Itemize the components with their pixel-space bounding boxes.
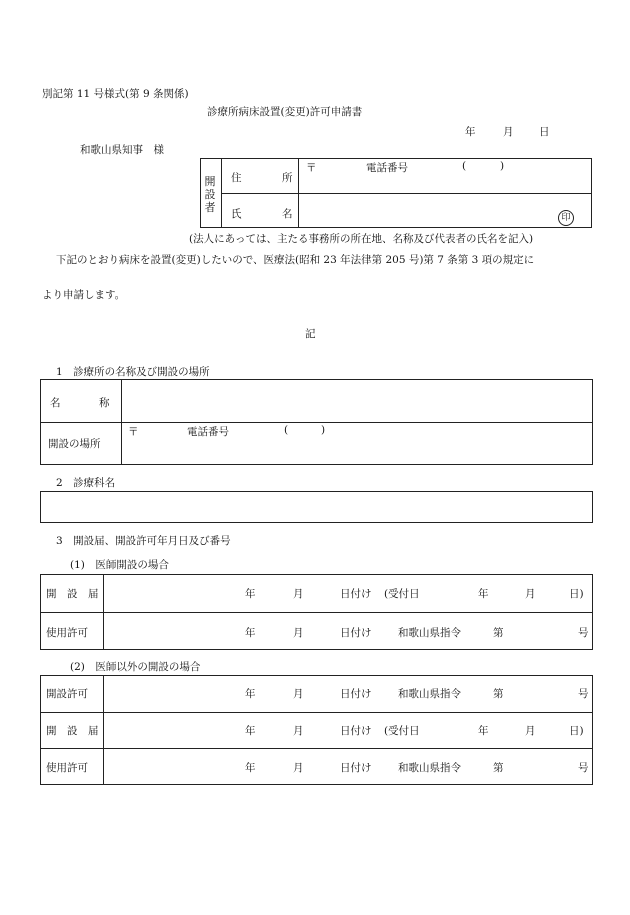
- address-label-1: 住: [231, 172, 242, 184]
- row-input[interactable]: [110, 680, 235, 704]
- row-month: 月: [293, 725, 304, 737]
- body-line-2: より申請します。: [42, 289, 126, 301]
- facility-phone-label: 電話番号: [187, 426, 229, 438]
- facility-name-label-1: 名: [50, 397, 61, 409]
- applicant-phone-paren-close: ): [500, 160, 505, 172]
- name-label-2: 名: [282, 208, 293, 220]
- applicant-address-field[interactable]: [306, 173, 586, 189]
- facility-name-field[interactable]: [128, 387, 583, 413]
- applicant-phone-paren-open: (: [462, 160, 467, 172]
- row-tail-a: 和歌山県指令: [398, 762, 461, 774]
- group-char-2: 設: [204, 188, 216, 201]
- facility-phone-paren-open: (: [284, 424, 289, 436]
- ki-heading: 記: [305, 328, 316, 340]
- row-tail-year: 第: [493, 688, 504, 700]
- row-tail-month: 月: [525, 588, 536, 600]
- row-dated: 日付け: [340, 762, 372, 774]
- row-input[interactable]: [110, 618, 235, 642]
- row-tail-a: (受付日: [384, 725, 420, 737]
- row-label: 開 設 届: [46, 588, 99, 600]
- row-month: 月: [293, 762, 304, 774]
- name-label-1: 氏: [231, 208, 242, 220]
- facility-location-label: 開設の場所: [48, 438, 101, 450]
- address-label-2: 所: [282, 172, 293, 184]
- section2-heading: 2 診療科名: [56, 477, 116, 489]
- seal-mark: 印: [558, 210, 574, 226]
- subsection1-heading: (1) 医師開設の場合: [70, 559, 169, 571]
- body-line-1: 下記のとおり病床を設置(変更)したいので、医療法(昭和 23 年法律第 205 号)第 7 条第 3 項の規定に: [56, 254, 535, 266]
- subsection2-row-divider-1: [40, 712, 593, 713]
- row-month: 月: [293, 688, 304, 700]
- date-month-label: 月: [503, 126, 514, 138]
- row-tail-a: (受付日: [384, 588, 420, 600]
- row-year: 年: [245, 627, 256, 639]
- section3-heading: 3 開設届、開設許可年月日及び番号: [56, 535, 231, 547]
- applicant-postal-mark: 〒: [306, 162, 317, 174]
- facility-location-field[interactable]: [128, 440, 583, 460]
- row-dated: 日付け: [340, 627, 372, 639]
- row-year: 年: [245, 725, 256, 737]
- department-field[interactable]: [40, 491, 593, 523]
- facility-postal-mark: 〒: [128, 426, 139, 438]
- form-number: 別記第 11 号様式(第 9 条関係): [42, 88, 189, 100]
- document-title: 診療所病床設置(変更)許可申請書: [207, 106, 363, 118]
- row-input[interactable]: [110, 717, 235, 741]
- subsection2-row-divider-2: [40, 748, 593, 749]
- row-year: 年: [245, 688, 256, 700]
- applicant-row-divider: [221, 193, 592, 194]
- row-label: 開 設 届: [46, 725, 99, 737]
- addressee: 和歌山県知事 様: [80, 144, 164, 156]
- subsection1-row-divider: [40, 612, 593, 613]
- group-char-1: 開: [204, 175, 216, 188]
- row-tail-end: 日): [569, 588, 584, 600]
- row-tail-end: 号: [578, 762, 589, 774]
- row-label: 使用許可: [46, 762, 88, 774]
- facility-phone-paren-close: ): [321, 424, 326, 436]
- date-year-label: 年: [465, 126, 476, 138]
- row-year: 年: [245, 588, 256, 600]
- group-char-3: 者: [204, 201, 216, 214]
- row-input[interactable]: [110, 580, 235, 604]
- section1-row-divider: [40, 422, 593, 423]
- applicant-name-field[interactable]: [306, 200, 546, 222]
- subsection2-col-divider: [103, 675, 104, 785]
- row-tail-a: 和歌山県指令: [398, 688, 461, 700]
- corporate-note: (法人にあっては、主たる事務所の所在地、名称及び代表者の氏名を記入): [189, 233, 534, 245]
- row-month: 月: [293, 627, 304, 639]
- row-input[interactable]: [110, 754, 235, 778]
- row-month: 月: [293, 588, 304, 600]
- subsection2-heading: (2) 医師以外の開設の場合: [70, 661, 201, 673]
- row-tail-year: 年: [478, 588, 489, 600]
- facility-name-label-2: 称: [99, 397, 110, 409]
- row-tail-end: 日): [569, 725, 584, 737]
- row-dated: 日付け: [340, 688, 372, 700]
- row-tail-end: 号: [578, 688, 589, 700]
- row-tail-month: 月: [525, 725, 536, 737]
- row-year: 年: [245, 762, 256, 774]
- applicant-phone-label: 電話番号: [366, 162, 408, 174]
- row-dated: 日付け: [340, 588, 372, 600]
- row-label: 開設許可: [46, 688, 88, 700]
- date-day-label: 日: [539, 126, 550, 138]
- row-tail-end: 号: [578, 627, 589, 639]
- row-tail-year: 年: [478, 725, 489, 737]
- row-label: 使用許可: [46, 627, 88, 639]
- row-tail-year: 第: [493, 627, 504, 639]
- row-dated: 日付け: [340, 725, 372, 737]
- row-tail-year: 第: [493, 762, 504, 774]
- section1-heading: 1 診療所の名称及び開設の場所: [56, 366, 210, 378]
- row-tail-a: 和歌山県指令: [398, 627, 461, 639]
